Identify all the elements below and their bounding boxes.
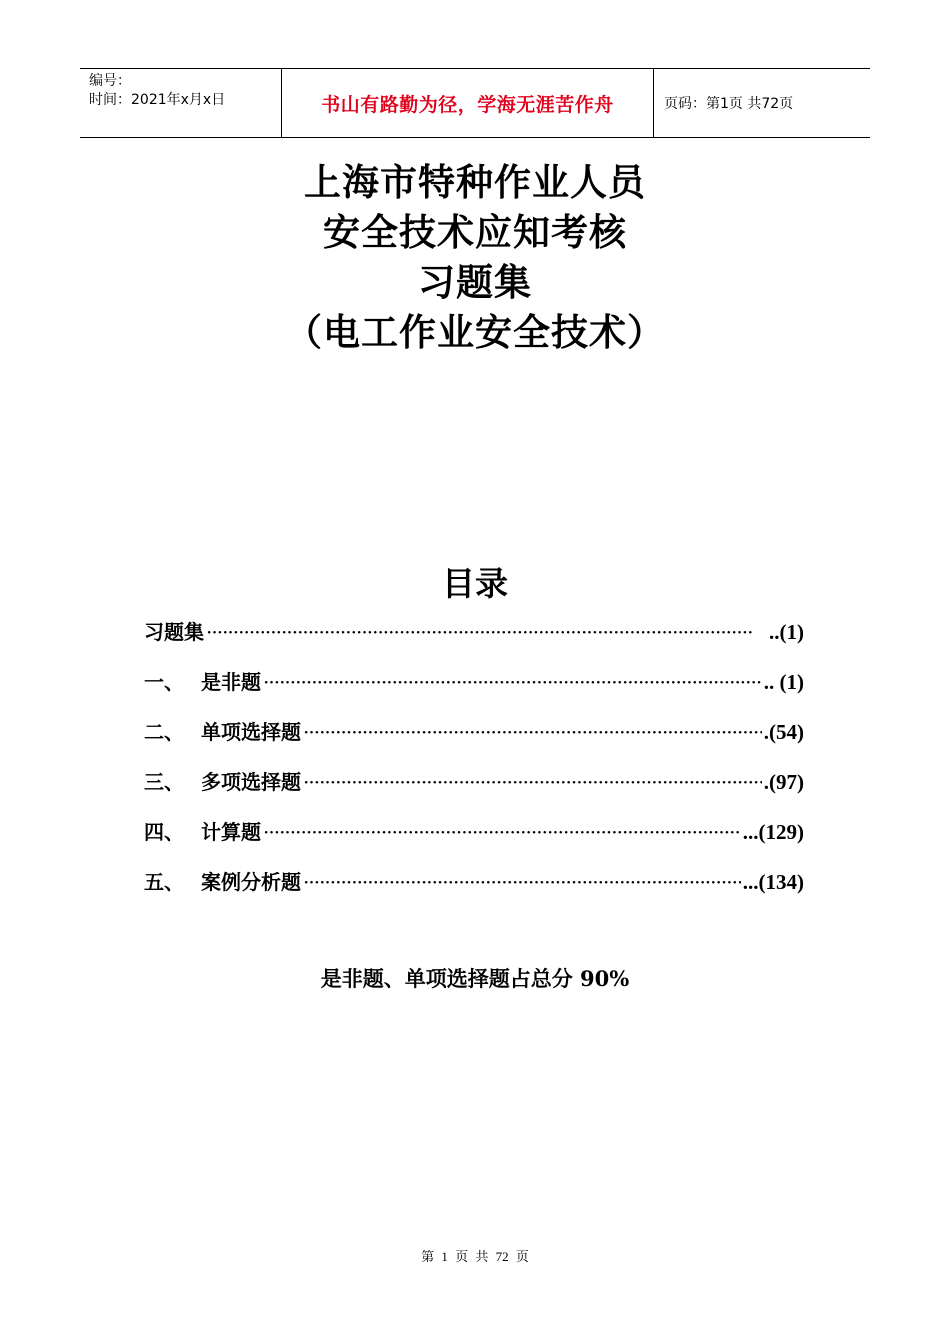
header-meta — [80, 69, 281, 137]
toc-page: .(97) — [763, 770, 804, 794]
toc-dot-leader — [263, 820, 741, 844]
page-footer: 第 1 页 共 72 页 — [421, 1249, 529, 1264]
document-title — [0, 158, 950, 358]
toc-label: 计算题 — [201, 820, 261, 844]
header-page-info: 页码：第1页 共72页 — [664, 96, 794, 112]
toc-number: 五、 — [144, 870, 184, 894]
number-label: 编号： — [89, 73, 131, 89]
toc-label: 单项选择题 — [201, 720, 301, 744]
score-note: 是非题、单项选择题占总分 90% — [320, 966, 630, 991]
toc-dot-leader — [303, 770, 762, 794]
toc-entry-multiple-choice[interactable] — [144, 766, 804, 816]
toc-label: 多项选择题 — [201, 770, 301, 794]
table-of-contents — [144, 616, 804, 916]
toc-number: 二、 — [144, 720, 184, 744]
toc-number: 三、 — [144, 770, 184, 794]
toc-number: 四、 — [144, 820, 184, 844]
toc-entry-true-false[interactable] — [144, 666, 804, 716]
toc-entry-exercises[interactable] — [144, 616, 804, 666]
toc-page: ..(1) — [769, 620, 804, 644]
title-line-3: 习题集 — [418, 261, 532, 304]
toc-dot-leader — [263, 670, 762, 694]
title-line-2: 安全技术应知考核 — [323, 211, 627, 254]
toc-label: 习题集 — [144, 620, 204, 644]
toc-page: .. (1) — [763, 670, 804, 694]
toc-entry-case-analysis[interactable] — [144, 866, 804, 916]
title-line-4: （电工作业安全技术） — [285, 311, 665, 354]
toc-heading: 目录 — [442, 564, 508, 603]
time-label: 时间：2021年x月x日 — [89, 92, 226, 108]
toc-label: 是非题 — [201, 670, 261, 694]
title-line-1: 上海市特种作业人员 — [304, 161, 646, 204]
toc-page: .(54) — [763, 720, 804, 744]
toc-entry-calculation[interactable] — [144, 816, 804, 866]
toc-entry-single-choice[interactable] — [144, 716, 804, 766]
toc-number: 一、 — [144, 670, 184, 694]
page-header — [80, 68, 870, 138]
toc-dot-leader — [303, 870, 741, 894]
toc-dot-leader — [206, 620, 767, 644]
toc-page: ...(129) — [742, 820, 804, 844]
header-motto: 书山有路勤为径，学海无涯苦作舟 — [281, 69, 654, 137]
toc-page: ...(134) — [742, 870, 804, 894]
toc-dot-leader — [303, 720, 762, 744]
toc-label: 案例分析题 — [201, 870, 301, 894]
